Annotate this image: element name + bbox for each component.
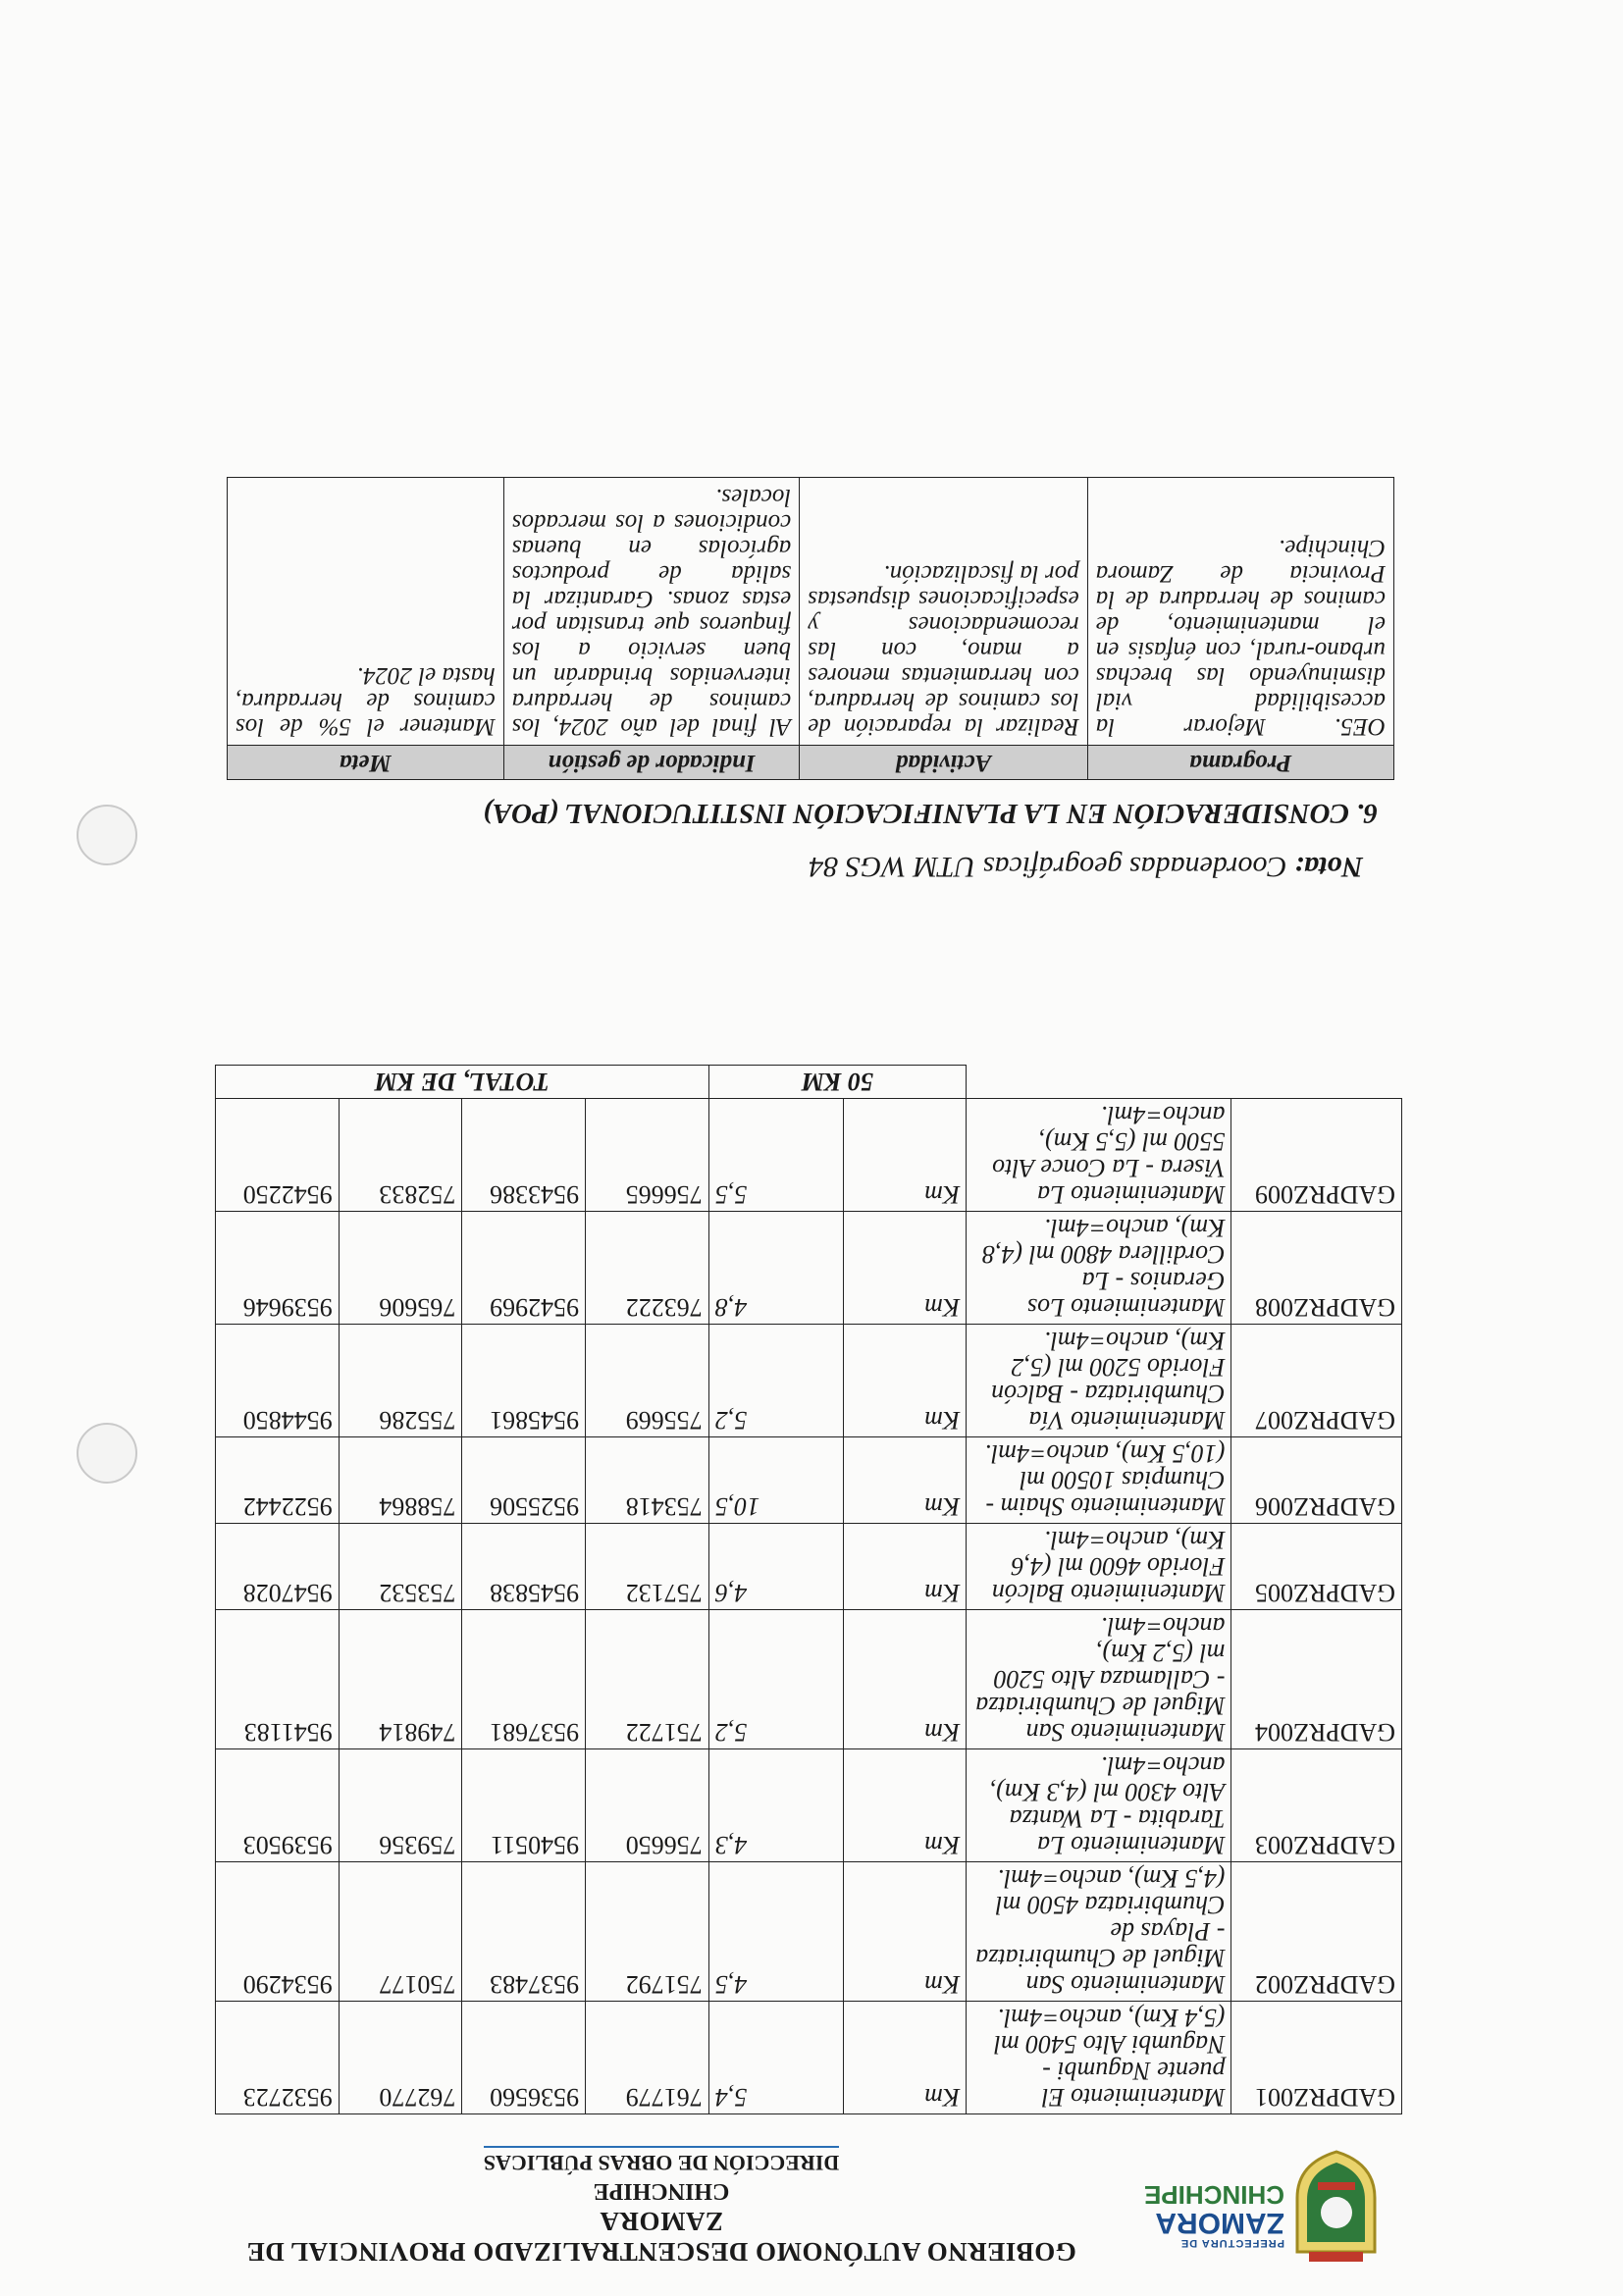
project-description: Mantenimiento San Miguel de Chumbiriatza - Callamaza Alto 5200 ml (5,2 Km), ancho=4ml. — [967, 1610, 1231, 1749]
project-quantity: 5,2 — [708, 1610, 843, 1749]
project-unit: Km — [843, 1099, 967, 1212]
project-code: GADPRZ006 — [1231, 1437, 1402, 1524]
project-unit: Km — [843, 1325, 967, 1437]
coord-end-y: 9522442 — [216, 1437, 340, 1524]
coord-start-x: 757132 — [586, 1524, 709, 1610]
projects-table-body — [216, 1099, 1402, 2114]
coord-end-x: 755286 — [339, 1325, 462, 1437]
project-code: GADPRZ004 — [1231, 1610, 1402, 1749]
document-header — [205, 2129, 1383, 2267]
prefecture-shield-icon — [1289, 2149, 1383, 2267]
coord-start-x: 751792 — [586, 1862, 709, 2002]
coord-start-x: 755669 — [586, 1325, 709, 1437]
poa-header-actividad: Actividad — [800, 746, 1088, 780]
section-6-title: 6. CONSIDERACIÓN EN LA PLANIFICACIÓN INSTITUCIONAL (POA) — [483, 798, 1378, 829]
coord-end-y: 9547028 — [216, 1524, 340, 1610]
coord-start-y: 9543386 — [462, 1099, 586, 1212]
coord-end-x: 762770 — [339, 2002, 462, 2114]
project-quantity: 4,8 — [708, 1212, 843, 1325]
coord-start-y: 9525506 — [462, 1437, 586, 1524]
coord-end-x: 752833 — [339, 1099, 462, 1212]
project-code: GADPRZ003 — [1231, 1749, 1402, 1862]
coord-end-y: 9534290 — [216, 1862, 340, 2002]
table-row — [216, 1325, 1402, 1437]
project-unit: Km — [843, 1437, 967, 1524]
total-row — [216, 1066, 1402, 1099]
poa-programa: OE5. Mejorar la accesibilidad vial disminuyendo las brechas urbano-rural, con énfasis en el mantenimiento, de caminos de herradura de la Provincia de Zamora Chinchipe. — [1087, 478, 1393, 746]
coord-end-x: 759356 — [339, 1749, 462, 1862]
coord-end-y: 9544850 — [216, 1325, 340, 1437]
coord-end-x: 753532 — [339, 1524, 462, 1610]
coord-end-y: 9542250 — [216, 1099, 340, 1212]
coord-start-x: 761779 — [586, 2002, 709, 2114]
table-row — [216, 1099, 1402, 1212]
total-label: TOTAL, DE KM — [216, 1066, 709, 1099]
poa-actividad: Realizar la reparación de los caminos de herradura, con herramientas menores a mano, con las recomendaciones y especificaciones dispuestas por la fiscalización. — [800, 478, 1088, 746]
coord-start-y: 9540511 — [462, 1749, 586, 1862]
table-row — [216, 2002, 1402, 2114]
poa-indicador: Al final del año 2024, los caminos de herradura intervenidos brindarán un buen servicio a los finqueros que transitan por estas zonas. Garantizar la salida de productos agrícolas en buenas condiciones a los mercados locales. — [503, 478, 800, 746]
logo-text — [1137, 2182, 1284, 2249]
nota-label: Nota: — [1294, 851, 1363, 883]
poa-header-row — [228, 746, 1394, 780]
project-quantity: 4,3 — [708, 1749, 843, 1862]
poa-header-indicador: Indicador de gestión — [503, 746, 800, 780]
logo-mid-text: ZAMORA — [1155, 2207, 1284, 2239]
project-quantity: 5,4 — [708, 2002, 843, 2114]
project-description: Mantenimiento La Visera - La Conce Alto 5500 ml (5,5 Km), ancho=4ml. — [967, 1099, 1231, 1212]
nota-line — [809, 850, 1363, 883]
table-row — [216, 1610, 1402, 1749]
header-line-1: GOBIERNO AUTÓNOMO DESCENTRALIZADO PROVINCIAL DE ZAMORA — [246, 2207, 1076, 2267]
project-description: Mantenimiento San Miguel de Chumbiriatza - Playas de Chumbiriatza 4500 ml (4,5 Km), ancho=4ml. — [967, 1862, 1231, 2002]
coord-start-x: 763222 — [586, 1212, 709, 1325]
project-quantity: 10,5 — [708, 1437, 843, 1524]
project-description: Mantenimiento Shaim - Chumpias 10500 ml (10,5 Km), ancho=4ml. — [967, 1437, 1231, 1524]
project-code: GADPRZ005 — [1231, 1524, 1402, 1610]
table-row — [216, 1212, 1402, 1325]
project-code: GADPRZ007 — [1231, 1325, 1402, 1437]
total-value: 50 KM — [708, 1066, 966, 1099]
project-description: Mantenimiento Los Geranios - La Cordillera 4800 ml (4,8 Km), ancho=4ml. — [967, 1212, 1231, 1325]
coord-end-x: 749814 — [339, 1610, 462, 1749]
project-description: Mantenimiento Balcón Florido 4600 ml (4,6 Km), ancho=4ml. — [967, 1524, 1231, 1610]
coord-start-y: 9545861 — [462, 1325, 586, 1437]
project-code: GADPRZ008 — [1231, 1212, 1402, 1325]
project-quantity: 5,5 — [708, 1099, 843, 1212]
coord-end-y: 9541183 — [216, 1610, 340, 1749]
projects-table — [215, 1065, 1402, 2114]
project-code: GADPRZ002 — [1231, 1862, 1402, 2002]
coord-end-y: 9539503 — [216, 1749, 340, 1862]
table-row — [216, 1862, 1402, 2002]
poa-header-meta: Meta — [228, 746, 504, 780]
project-description: Mantenimiento La Tarabita - La Wantza Alto 4300 ml (4,3 Km), ancho=4ml. — [967, 1749, 1231, 1862]
header-line-2: CHINCHIPE — [593, 2178, 730, 2204]
project-unit: Km — [843, 1610, 967, 1749]
poa-meta: Mantener el 5% de los caminos de herradura, hasta el 2024. — [228, 478, 504, 746]
coord-start-x: 753418 — [586, 1437, 709, 1524]
coord-start-x: 751722 — [586, 1610, 709, 1749]
project-code: GADPRZ009 — [1231, 1099, 1402, 1212]
project-description: Mantenimiento Vía Chumbiriatza - Balcón Florido 5200 ml (5,2 Km), ancho=4ml. — [967, 1325, 1231, 1437]
project-unit: Km — [843, 1524, 967, 1610]
nota-text: Coordenadas geográficas UTM WGS 84 — [809, 851, 1287, 883]
table-row — [216, 1749, 1402, 1862]
coord-start-x: 756650 — [586, 1749, 709, 1862]
coord-start-x: 756665 — [586, 1099, 709, 1212]
coord-start-y: 9536560 — [462, 2002, 586, 2114]
coord-start-y: 9537681 — [462, 1610, 586, 1749]
project-code: GADPRZ001 — [1231, 2002, 1402, 2114]
coord-end-y: 9532723 — [216, 2002, 340, 2114]
poa-table — [227, 477, 1394, 780]
header-line-3: DIRECCIÓN DE OBRAS PÚBLICAS — [484, 2146, 839, 2175]
project-description: Mantenimiento El puente Nagumbi - Nagumbi Alto 5400 ml (5,4 Km), ancho=4ml. — [967, 2002, 1231, 2114]
project-unit: Km — [843, 1212, 967, 1325]
table-row — [216, 1437, 1402, 1524]
project-unit: Km — [843, 1749, 967, 1862]
project-quantity: 4,6 — [708, 1524, 843, 1610]
project-quantity: 4,5 — [708, 1862, 843, 2002]
poa-header-programa: Programa — [1087, 746, 1393, 780]
logo-top-text: PREFECTURA DE — [1179, 2237, 1284, 2249]
poa-row — [228, 478, 1394, 746]
coord-start-y: 9545838 — [462, 1524, 586, 1610]
project-unit: Km — [843, 1862, 967, 2002]
project-quantity: 5,2 — [708, 1325, 843, 1437]
table-row — [216, 1524, 1402, 1610]
coord-start-y: 9537483 — [462, 1862, 586, 2002]
coord-start-y: 9542969 — [462, 1212, 586, 1325]
coord-end-y: 9539646 — [216, 1212, 340, 1325]
header-titles — [205, 2146, 1118, 2267]
coord-end-x: 758864 — [339, 1437, 462, 1524]
total-empty-cell — [967, 1066, 1402, 1099]
project-unit: Km — [843, 2002, 967, 2114]
logo-bottom-text: CHINCHIPE — [1143, 2180, 1284, 2210]
coord-end-x: 765606 — [339, 1212, 462, 1325]
coord-end-x: 750177 — [339, 1862, 462, 2002]
